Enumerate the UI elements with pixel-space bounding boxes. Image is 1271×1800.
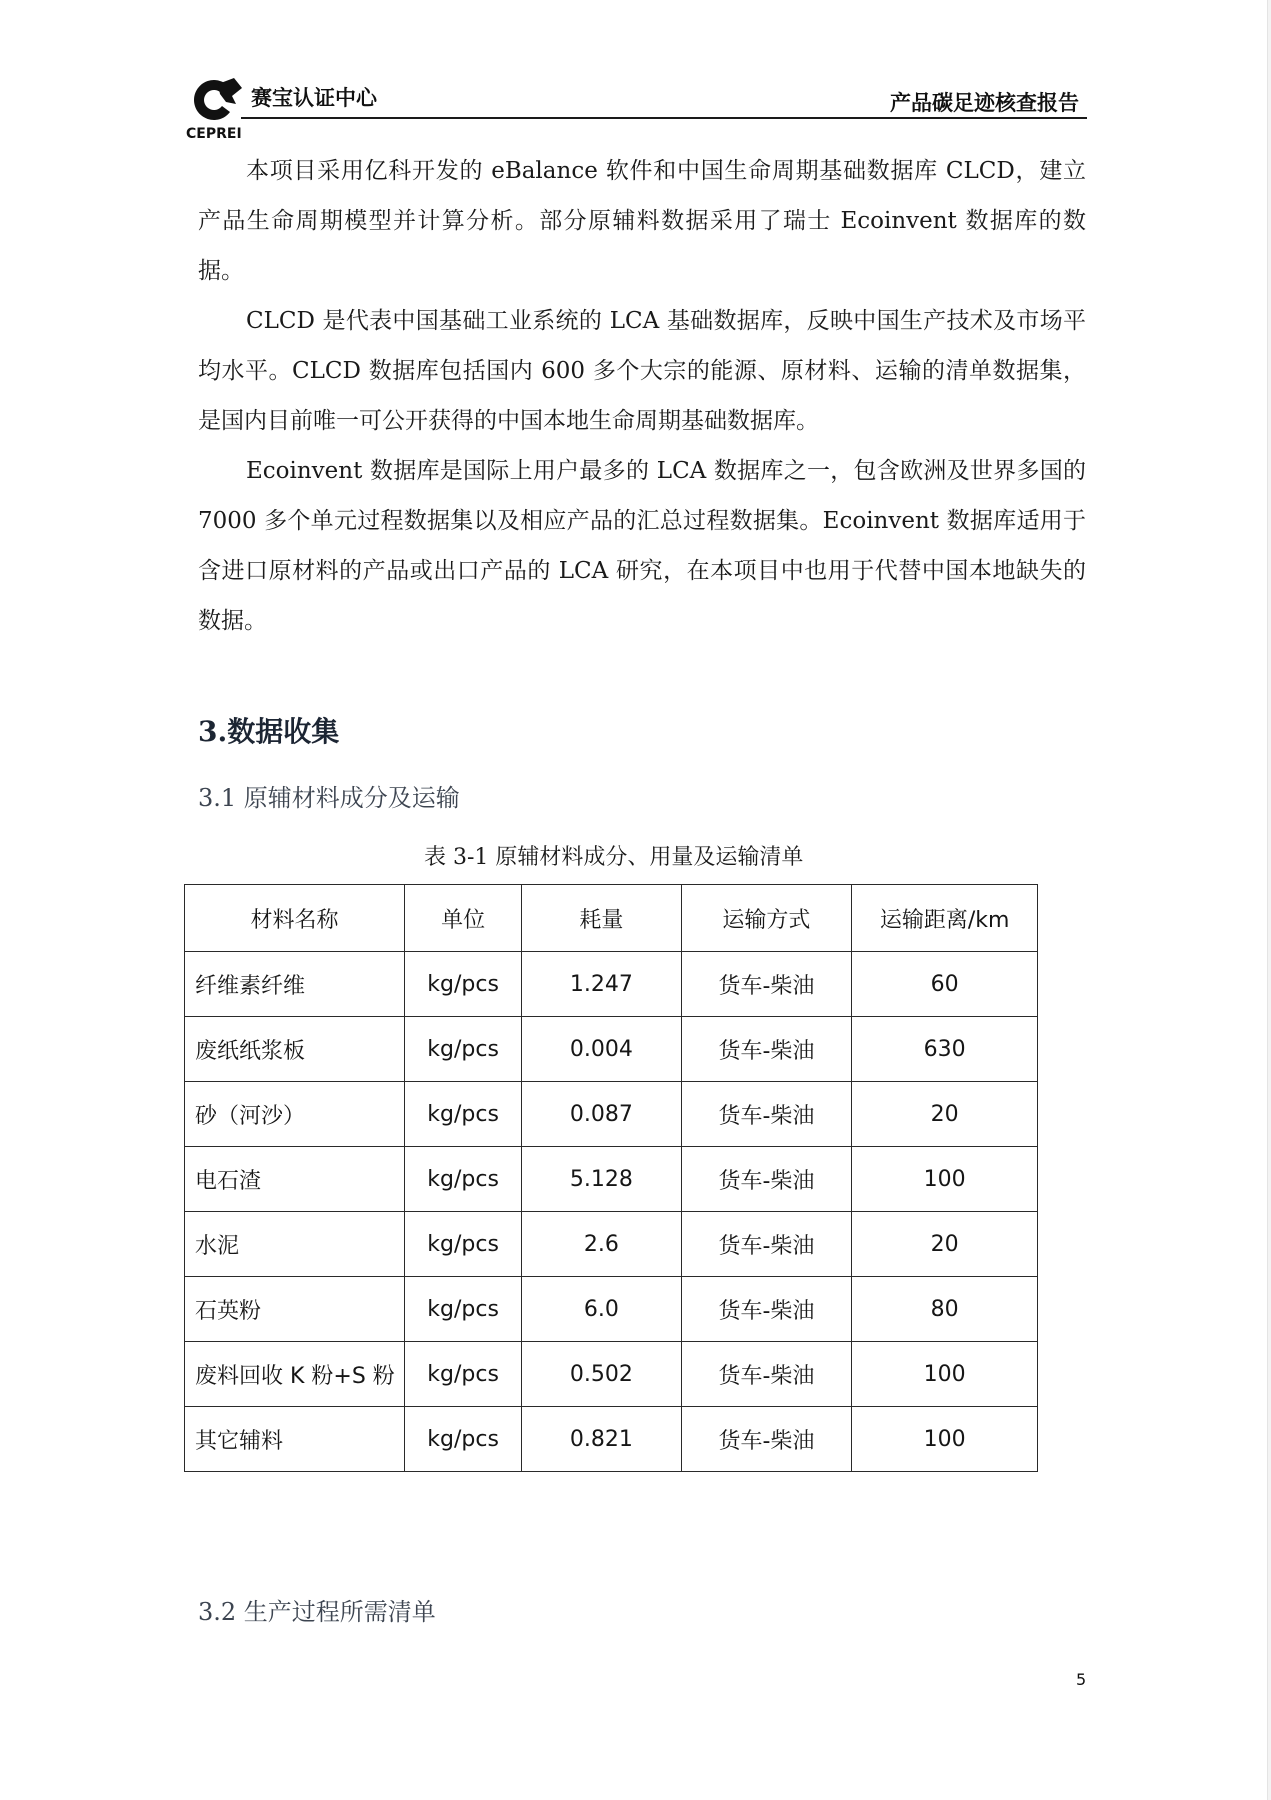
page-number: 5	[1076, 1670, 1087, 1689]
cell-transport-mode: 货车-柴油	[681, 1082, 852, 1147]
cell-material: 废纸纸浆板	[185, 1017, 405, 1082]
cell-transport-distance: 100	[852, 1407, 1038, 1472]
cell-consumption: 1.247	[522, 952, 681, 1017]
cell-transport-distance: 20	[852, 1082, 1038, 1147]
cell-transport-mode: 货车-柴油	[681, 1407, 852, 1472]
table-row	[185, 1017, 1038, 1082]
cell-material: 水泥	[185, 1212, 405, 1277]
materials-table	[184, 884, 1038, 1472]
cell-transport-distance: 100	[852, 1342, 1038, 1407]
table-row	[185, 1147, 1038, 1212]
table-row	[185, 952, 1038, 1017]
cell-unit: kg/pcs	[405, 1212, 522, 1277]
paragraph-software: 本项目采用亿科开发的 eBalance 软件和中国生命周期基础数据库 CLCD，建立产品生命周期模型并计算分析。部分原辅料数据采用了瑞士 Ecoinvent 数据库的数据。	[198, 158, 1086, 284]
cell-consumption: 0.087	[522, 1082, 681, 1147]
cell-unit: kg/pcs	[405, 1017, 522, 1082]
cell-material: 砂（河沙）	[185, 1082, 405, 1147]
cell-transport-mode: 货车-柴油	[681, 1277, 852, 1342]
table-row	[185, 1082, 1038, 1147]
column-header-transport-distance: 运输距离/km	[852, 885, 1038, 952]
cell-unit: kg/pcs	[405, 1342, 522, 1407]
cell-transport-mode: 货车-柴油	[681, 1017, 852, 1082]
section-heading: 3.数据收集	[198, 715, 340, 748]
header-divider	[241, 117, 1087, 119]
cell-transport-mode: 货车-柴油	[681, 1342, 852, 1407]
paragraph-ecoinvent: Ecoinvent 数据库是国际上用户最多的 LCA 数据库之一，包含欧洲及世界多国的 7000 多个单元过程数据集以及相应产品的汇总过程数据集。Ecoinvent 数据库适用于含进口原材料的产品或出口产品的 LCA 研究，在本项目中也用于代替中国本地缺失的数据。	[198, 458, 1086, 634]
cell-material: 废料回收 K 粉+S 粉	[185, 1342, 405, 1407]
cell-unit: kg/pcs	[405, 1147, 522, 1212]
cepre-logo-icon	[186, 74, 246, 124]
paragraph-clcd: CLCD 是代表中国基础工业系统的 LCA 基础数据库，反映中国生产技术及市场平均水平。CLCD 数据库包括国内 600 多个大宗的能源、原材料、运输的清单数据集，是国内目前唯一可公开获得的中国本地生命周期基础数据库。	[198, 308, 1086, 434]
table-row	[185, 1342, 1038, 1407]
cell-material: 石英粉	[185, 1277, 405, 1342]
table-row	[185, 1407, 1038, 1472]
cell-unit: kg/pcs	[405, 1082, 522, 1147]
cell-transport-distance: 20	[852, 1212, 1038, 1277]
organization-abbr: CEPREI	[186, 126, 242, 142]
cell-consumption: 5.128	[522, 1147, 681, 1212]
organization-name: 赛宝认证中心	[251, 86, 377, 110]
table-header-row	[185, 885, 1038, 952]
cell-consumption: 2.6	[522, 1212, 681, 1277]
subsection-heading-production: 3.2 生产过程所需清单	[198, 1598, 436, 1626]
cell-unit: kg/pcs	[405, 1407, 522, 1472]
report-title: 产品碳足迹核查报告	[890, 91, 1079, 115]
table-row	[185, 1277, 1038, 1342]
cell-unit: kg/pcs	[405, 1277, 522, 1342]
cell-transport-mode: 货车-柴油	[681, 952, 852, 1017]
cell-material: 其它辅料	[185, 1407, 405, 1472]
cell-material: 电石渣	[185, 1147, 405, 1212]
column-header-consumption: 耗量	[522, 885, 681, 952]
cell-unit: kg/pcs	[405, 952, 522, 1017]
cell-consumption: 6.0	[522, 1277, 681, 1342]
cell-transport-distance: 60	[852, 952, 1038, 1017]
cell-transport-mode: 货车-柴油	[681, 1147, 852, 1212]
column-header-transport-mode: 运输方式	[681, 885, 852, 952]
cell-transport-distance: 100	[852, 1147, 1038, 1212]
column-header-material: 材料名称	[185, 885, 405, 952]
cell-transport-distance: 630	[852, 1017, 1038, 1082]
cell-transport-mode: 货车-柴油	[681, 1212, 852, 1277]
cell-consumption: 0.502	[522, 1342, 681, 1407]
column-header-unit: 单位	[405, 885, 522, 952]
subsection-heading-materials: 3.1 原辅材料成分及运输	[198, 784, 460, 812]
cell-consumption: 0.004	[522, 1017, 681, 1082]
cell-consumption: 0.821	[522, 1407, 681, 1472]
table-row	[185, 1212, 1038, 1277]
table-caption: 表 3-1 原辅材料成分、用量及运输清单	[424, 845, 804, 870]
cell-material: 纤维素纤维	[185, 952, 405, 1017]
cell-transport-distance: 80	[852, 1277, 1038, 1342]
